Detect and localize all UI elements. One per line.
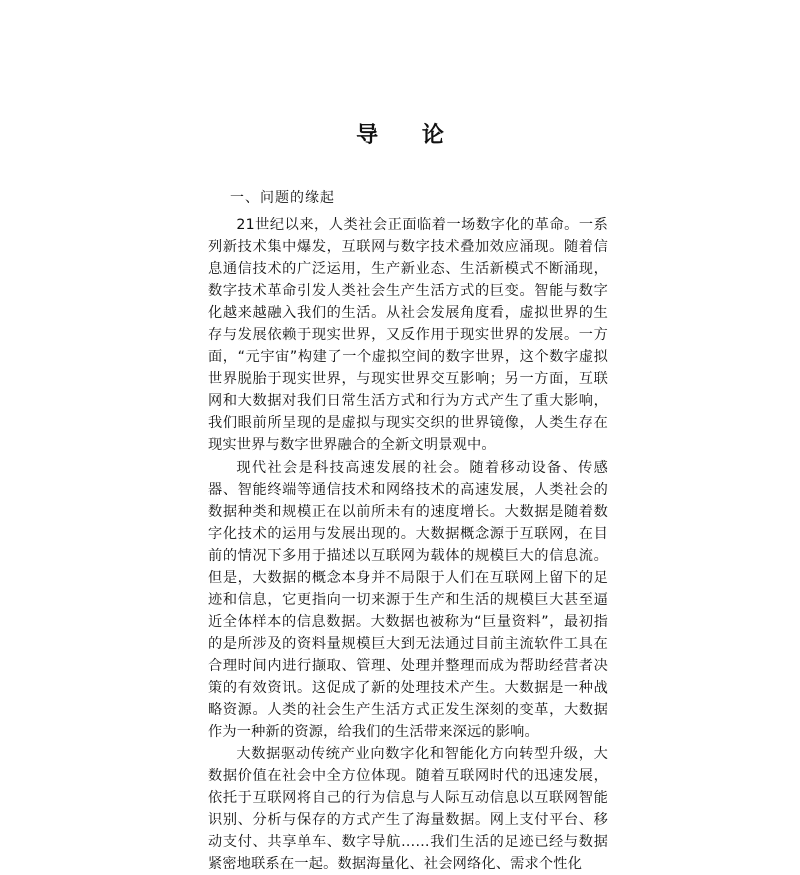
paragraph: 大数据驱动传统产业向数字化和智能化方向转型升级，大数据价值在社会中全方位体现。随着互联网时代的迅速发展，依托于互联网将自己的行为信息与人际互动信息以互联网智能识别、分析与保存的方式产生了海量数据。网上支付平台、移动支付、共享单车、数字导航……我们生活的足迹已经与数据紧密地联系在一起。数据海量化、社会网络化、需求个性化 (208, 746, 608, 873)
chapter-title: 导 论 (356, 123, 462, 148)
section-heading: 一、问题的缘起 (230, 190, 335, 206)
body-text (208, 214, 608, 875)
paragraph: 21世纪以来，人类社会正面临着一场数字化的革命。一系列新技术集中爆发，互联网与数字技术叠加效应涌现。随着信息通信技术的广泛运用，生产新业态、生活新模式不断涌现，数字技术革命引发人类社会生产生活方式的巨变。智能与数字化越来越融入我们的生活。从社会发展角度看，虚拟世界的生存与发展依赖于现实世界，又反作用于现实世界的发展。一方面，“元宇宙”构建了一个虚拟空间的数字世界，这个数字虚拟世界脱胎于现实世界，与现实世界交互影响；另一方面，互联网和大数据对我们日常生活方式和行为方式产生了重大影响，我们眼前所呈现的是虚拟与现实交织的世界镜像，人类生存在现实世界与数字世界融合的全新文明景观中。 (208, 217, 608, 454)
paragraph: 现代社会是科技高速发展的社会。随着移动设备、传感器、智能终端等通信技术和网络技术的高速发展，人类社会的数据种类和规模正在以前所未有的速度增长。大数据是随着数字化技术的运用与发展出现的。大数据概念源于互联网，在目前的情况下多用于描述以互联网为载体的规模巨大的信息流。但是，大数据的概念本身并不局限于人们在互联网上留下的足迹和信息，它更指向一切来源于生产和生活的规模巨大甚至逼近全体样本的信息数据。大数据也被称为“巨量资料”，最初指的是所涉及的资料量规模巨大到无法通过目前主流软件工具在合理时间内进行撷取、管理、处理并整理而成为帮助经营者决策的有效资讯。这促成了新的处理技术产生。大数据是一种战略资源。人类的社会生产生活方式正发生深刻的变革，大数据作为一种新的资源，给我们的生活带来深远的影响。 (208, 459, 608, 741)
